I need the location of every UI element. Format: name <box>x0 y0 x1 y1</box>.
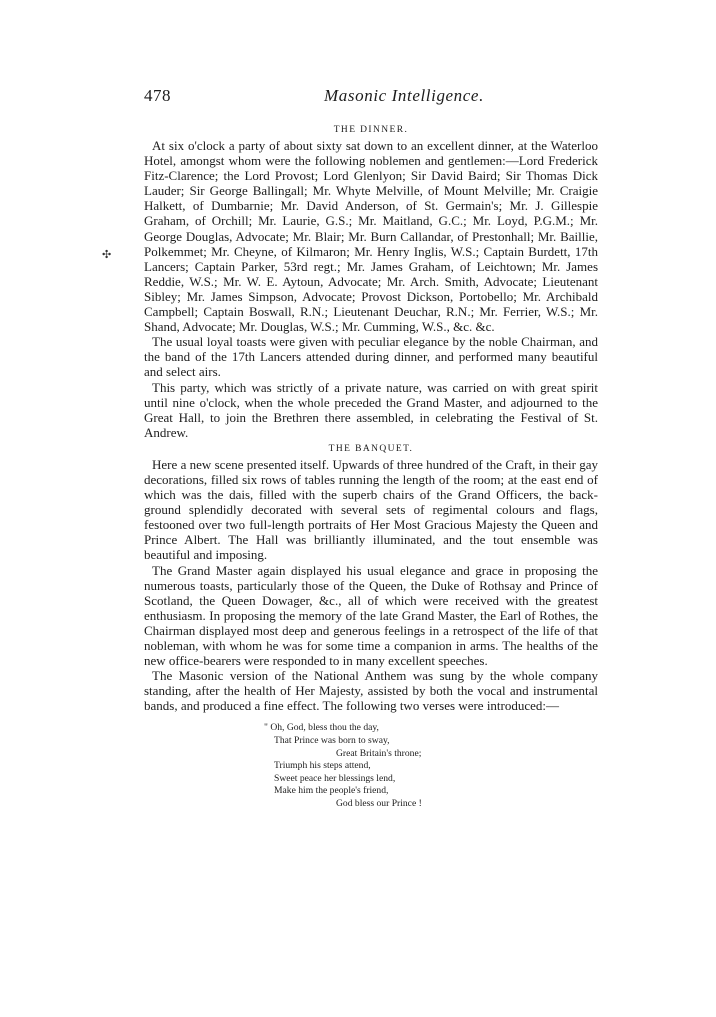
section-dinner <box>144 124 598 440</box>
running-title: Masonic Intelligence. <box>324 86 484 105</box>
verse-line: Triumph his steps attend, <box>274 760 371 772</box>
paragraph: Here a new scene presented itself. Upwards of three hundred of the Craft, in their gay decorations, filled six rows of tables running the length of the room; at the east end of which was the dais, filled with the superb chairs of the Grand Officers, the back-ground splendidly decorated with several sets of regimental colours and flags, festooned over two full-length portraits of Her Most Gracious Majesty the Queen and Prince Albert. The Hall was brilliantly illuminated, and the tout ensemble was beautiful and imposing. <box>144 456 598 563</box>
anthem-verse <box>264 722 598 810</box>
paragraph: This party, which was strictly of a private nature, was carried on with great spirit until nine o'clock, when the whole preceded the Grand Master, and adjourned to the Great Hall, to join the Brethren there assembled, in celebrating the Festival of St. Andrew. <box>144 379 598 440</box>
paragraph: At six o'clock a party of about sixty sat down to an excellent dinner, at the Waterloo Hotel, amongst whom were the following noblemen and gentlemen:—Lord Frederick Fitz-Clarence; the Lord Provost; Lord Glenlyon; Sir David Baird; Sir Thomas Dick Lauder; Sir George Ballingall; Mr. Whyte Melville, of Mount Melville; Mr. Craigie Halkett, of Dumbarnie; Mr. David Anderson, of St. Germain's; Mr. J. Gillespie Graham, of Orchill; Mr. Laurie, G.S.; Mr. Maitland, G.C.; Mr. Loyd, P.G.M.; Mr. George Douglas, Advocate; Mr. Blair; Mr. Burn Callandar, of Prestonhall; Mr. Baillie, Polkemmet; Mr. Cheyne, of Kilmaron; Mr. Henry Inglis, W.S.; Captain Burdett, 17th Lancers; Captain Parker, 53rd regt.; Mr. James Graham, of Leichtown; Mr. James Reddie, W.S.; Mr. W. E. Aytoun, Advocate; Mr. Arch. Smith, Advocate; Lieutenant Sibley; Mr. James Simpson, Advocate; Provost Dickson, Portobello; Mr. Archibald Campbell; Captain Boswall, R.N.; Lieutenant Deuchar, R.N.; Mr. Ferrier, W.S.; Mr. Shand, Advocate; Mr. Douglas, W.S.; Mr. Cumming, W.S., &c. &c. <box>144 138 598 335</box>
section-heading: THE BANQUET. <box>328 443 414 454</box>
paragraph: The Masonic version of the National Anthem was sung by the whole company standing, after the health of Her Majesty, assisted by both the vocal and instrumental bands, and produced a fine effect. The following two verses were introduced:— <box>144 668 598 714</box>
page-number: 478 <box>144 86 171 105</box>
verse-line: That Prince was born to sway, <box>274 735 390 747</box>
verse-line: Make him the people's friend, <box>274 785 389 797</box>
section-heading: THE DINNER. <box>333 125 409 135</box>
verse-line: Great Britain's throne; <box>336 747 422 759</box>
page-header <box>144 86 644 110</box>
paragraph: The Grand Master again displayed his usual elegance and grace in proposing the numerous toasts, particularly those of the Queen, the Duke of Rothsay and Prince of Scotland, the Queen Dowager, &c., all of which were received with the greatest enthusiasm. In proposing the memory of the late Grand Master, the Earl of Rothes, the Chairman displayed most deep and generous feelings in a retrospect of the life of that nobleman, with whom he was for some time a companion in arms. The healths of the new office-bearers were responded to in many excellent speeches. <box>144 562 598 669</box>
body-text <box>144 124 598 811</box>
margin-mark: ✣ <box>102 249 112 261</box>
verse-line: " Oh, God, bless thou the day, <box>264 722 379 734</box>
verse-line: God bless our Prince ! <box>336 798 422 810</box>
section-banquet <box>144 443 598 714</box>
paragraph: The usual loyal toasts were given with peculiar elegance by the noble Chairman, and the band of the 17th Lancers attended during dinner, and performed many beautiful and select airs. <box>144 334 598 380</box>
verse-line: Sweet peace her blessings lend, <box>274 772 396 784</box>
